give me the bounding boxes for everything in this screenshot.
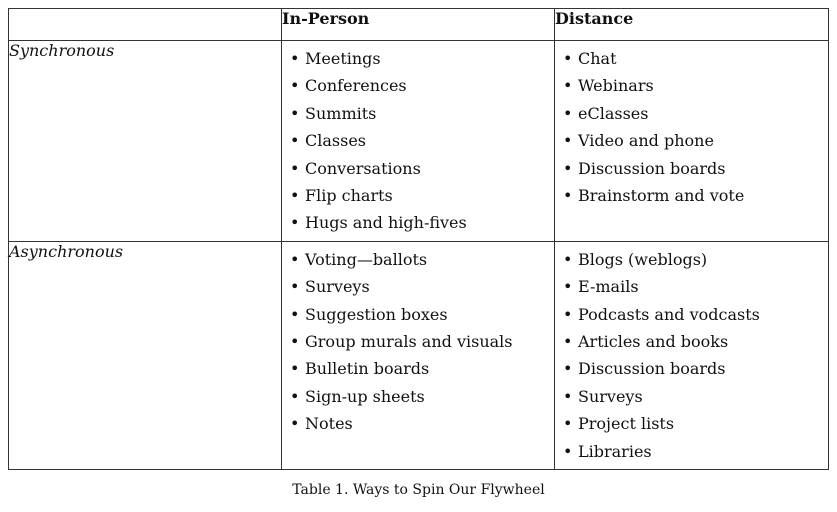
row-label-synchronous: Synchronous bbox=[9, 41, 282, 242]
list-item: • Discussion boards bbox=[563, 155, 828, 182]
list-item: • Blogs (weblogs) bbox=[563, 246, 828, 273]
list-item: • Classes bbox=[290, 127, 554, 154]
cell-asynchronous-in-person bbox=[282, 241, 555, 469]
header-cell-in-person: In-Person bbox=[282, 9, 555, 41]
list-synchronous-in-person bbox=[282, 41, 554, 241]
list-item: • Discussion boards bbox=[563, 355, 828, 382]
table-row-synchronous bbox=[9, 41, 829, 242]
list-item: • Surveys bbox=[563, 383, 828, 410]
list-item: • E-mails bbox=[563, 273, 828, 300]
list-item: • eClasses bbox=[563, 100, 828, 127]
list-item: • Suggestion boxes bbox=[290, 301, 554, 328]
list-item: • Group murals and visuals bbox=[290, 328, 554, 355]
list-item: • Hugs and high-fives bbox=[290, 209, 554, 236]
list-item: • Surveys bbox=[290, 273, 554, 300]
list-item: • Libraries bbox=[563, 438, 828, 465]
list-item: • Brainstorm and vote bbox=[563, 182, 828, 209]
list-item: • Webinars bbox=[563, 72, 828, 99]
list-item: • Conferences bbox=[290, 72, 554, 99]
header-row bbox=[9, 9, 829, 41]
table-row-asynchronous bbox=[9, 241, 829, 469]
row-label-asynchronous: Asynchronous bbox=[9, 241, 282, 469]
list-item: • Meetings bbox=[290, 45, 554, 72]
list-item: • Notes bbox=[290, 410, 554, 437]
list-item: • Project lists bbox=[563, 410, 828, 437]
header-cell-empty bbox=[9, 9, 282, 41]
list-item: • Sign-up sheets bbox=[290, 383, 554, 410]
list-asynchronous-in-person bbox=[282, 242, 554, 442]
list-item: • Bulletin boards bbox=[290, 355, 554, 382]
cell-synchronous-distance bbox=[555, 41, 829, 242]
list-synchronous-distance bbox=[555, 41, 828, 213]
cell-synchronous-in-person bbox=[282, 41, 555, 242]
list-item: • Voting—ballots bbox=[290, 246, 554, 273]
list-item: • Flip charts bbox=[290, 182, 554, 209]
list-item: • Articles and books bbox=[563, 328, 828, 355]
list-item: • Chat bbox=[563, 45, 828, 72]
list-item: • Video and phone bbox=[563, 127, 828, 154]
list-asynchronous-distance bbox=[555, 242, 828, 469]
cell-asynchronous-distance bbox=[555, 241, 829, 469]
list-item: • Conversations bbox=[290, 155, 554, 182]
list-item: • Podcasts and vodcasts bbox=[563, 301, 828, 328]
flywheel-table bbox=[8, 8, 829, 470]
list-item: • Summits bbox=[290, 100, 554, 127]
header-cell-distance: Distance bbox=[555, 9, 829, 41]
table-caption: Table 1. Ways to Spin Our Flywheel bbox=[292, 482, 545, 498]
